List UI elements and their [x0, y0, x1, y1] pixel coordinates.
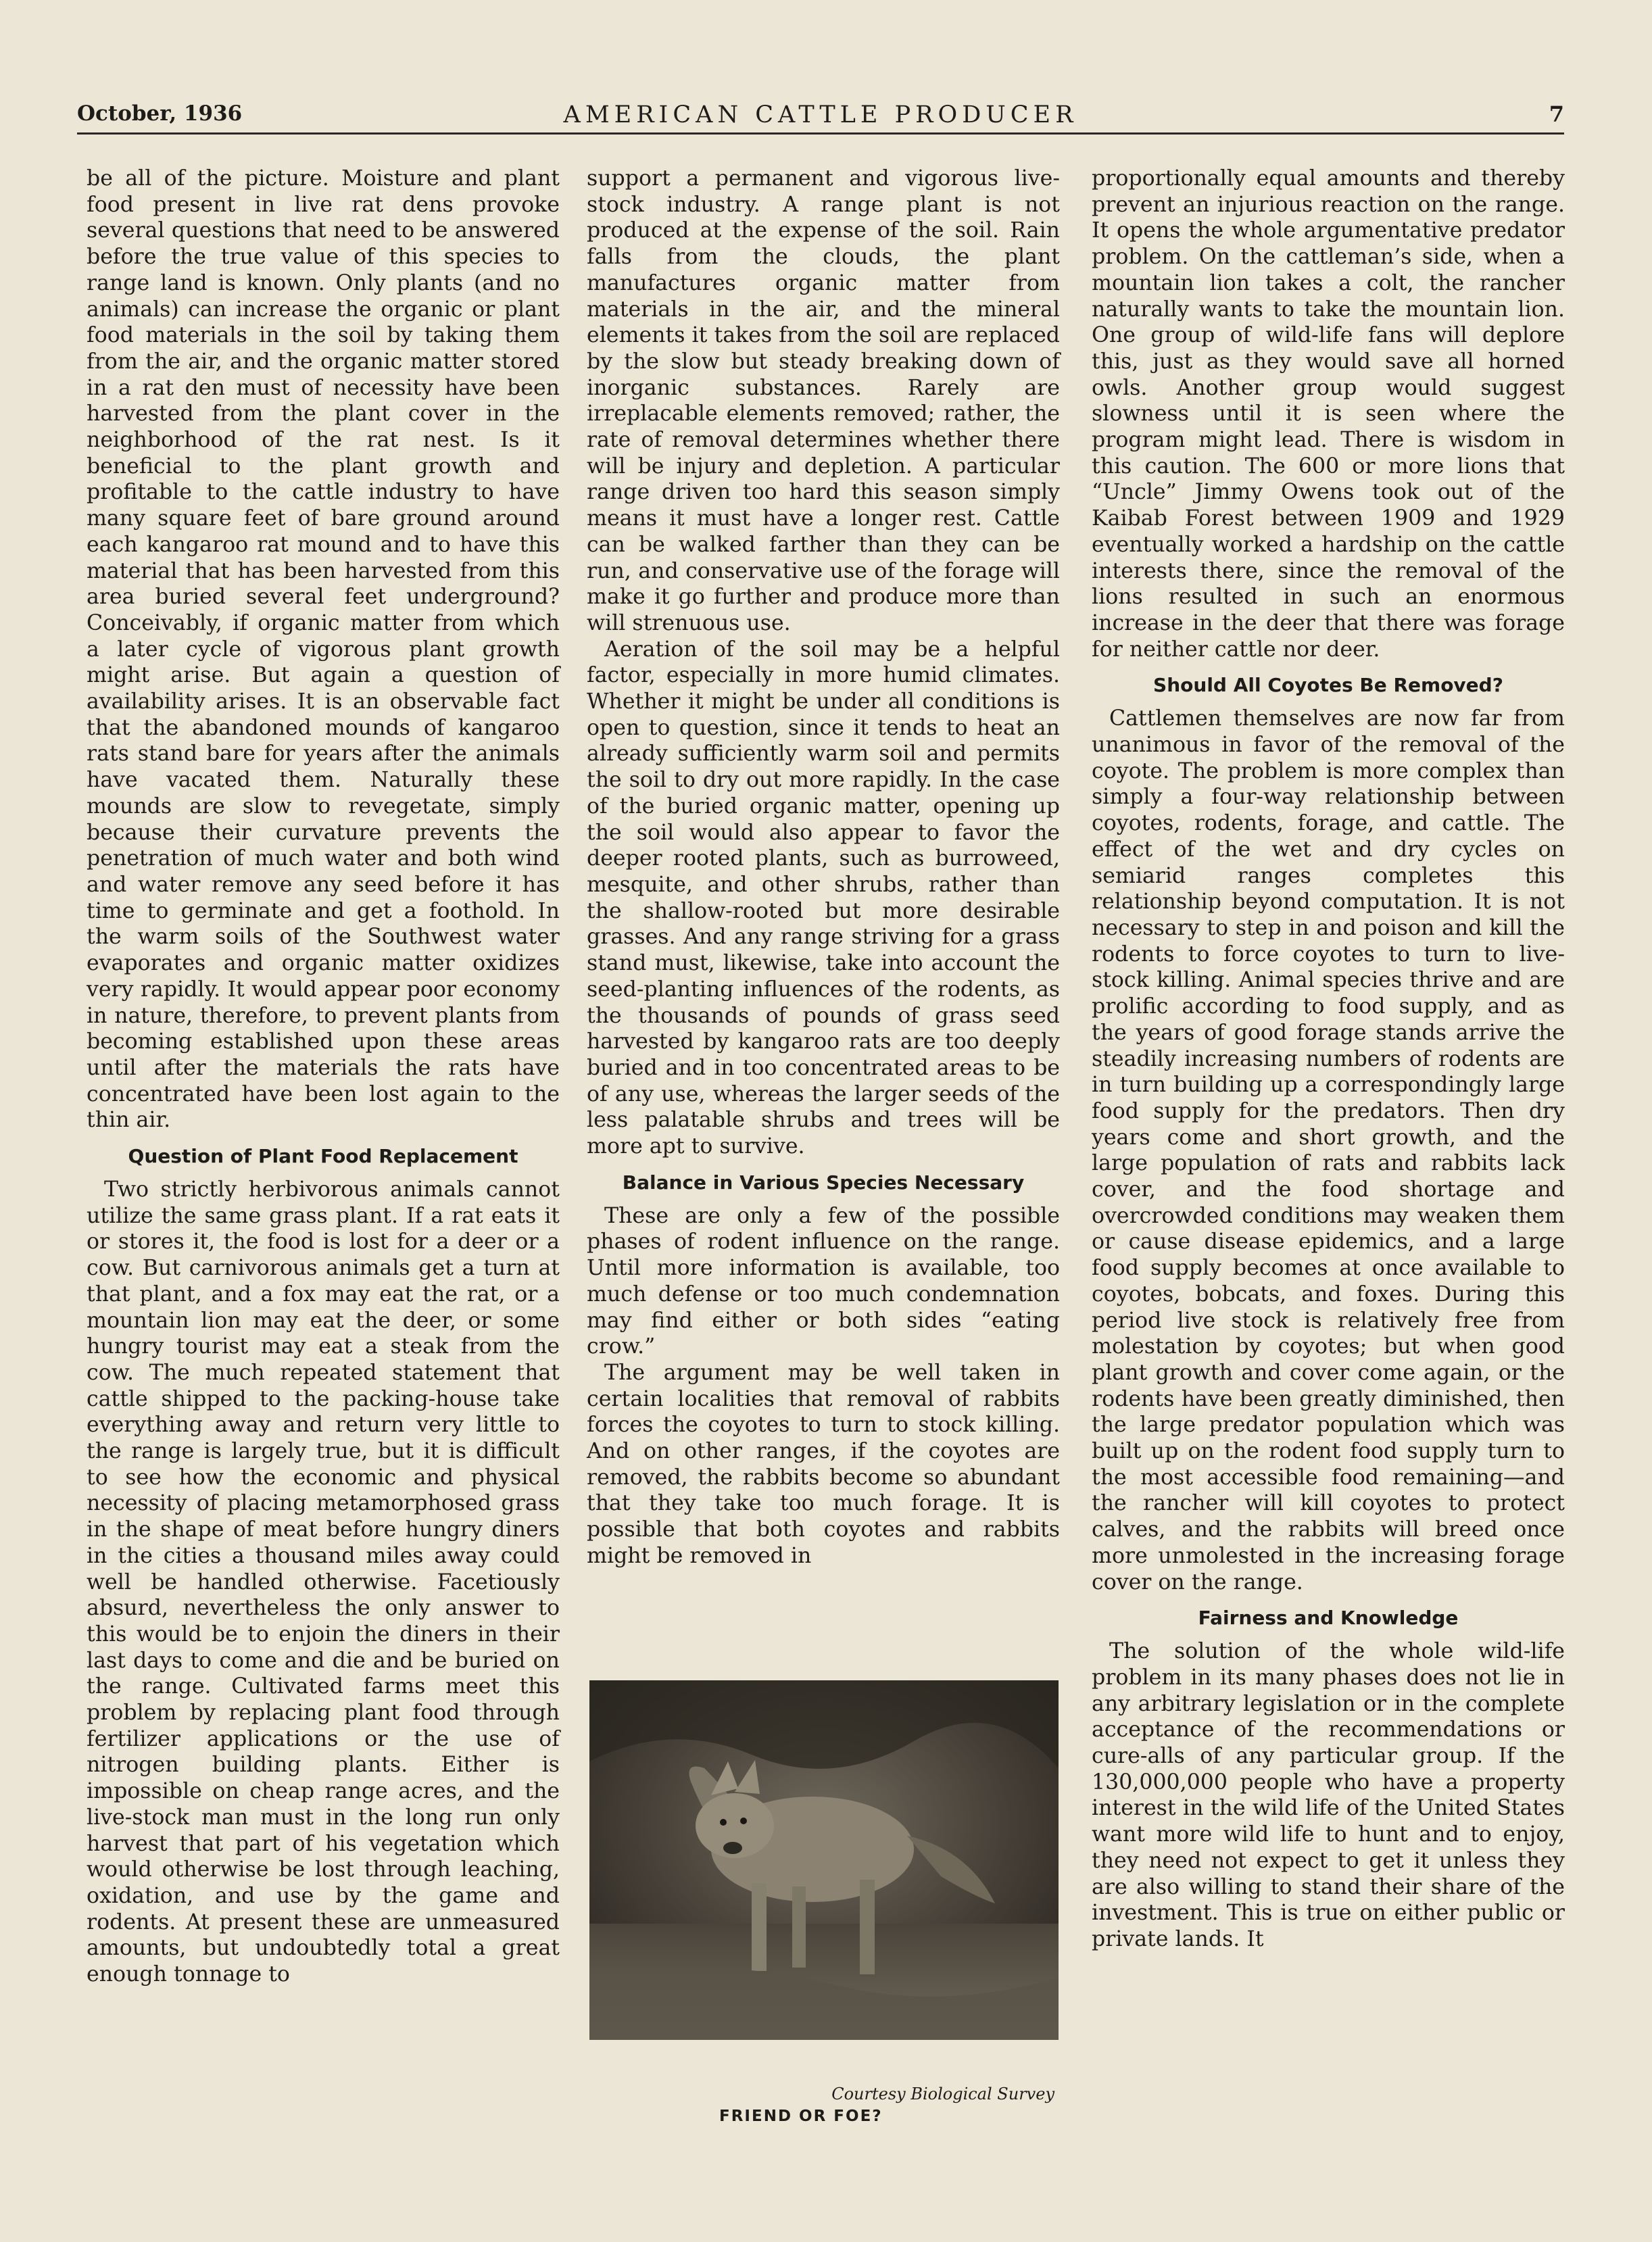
paragraph: Two strictly herbivorous animals cannot utilize the same grass plant. If a rat eats it or stores it, the food is lost for a deer or a cow. But carnivorous animals get a turn at that plant, and a fox may eat the rat, or a mountain lion may eat the deer, or some hungry tourist may eat a steak from the cow. The much repeated statement that cattle shipped to the packing-house take everything away and return very little to the range is largely true, but it is difficult to see how the economic and physical necessity of placing metamorphosed grass in the shape of meat before hungry diners in the cities a thousand miles away could well be handled otherwise. Facetiously absurd, nevertheless the only answer to this would be to enjoin the diners in their last days to come and die and be buried on the range. Cultivated farms meet this problem by replacing plant food through fertilizer applications or the use of nitrogen building plants. Either is impossible on cheap range acres, and the live-stock man must in the long run only harvest that part of his vegetation which would otherwise be lost through leaching, oxidation, and use by the game and rodents. At present these are unmeasured amounts, but undoubtedly total a great enough tonnage to: [87, 1177, 560, 1987]
photo-caption: FRIEND OR FOE?: [719, 2107, 883, 2125]
page-number: 7: [1549, 101, 1564, 127]
paragraph: proportionally equal amounts and thereby prevent an injurious reaction on the range. It opens the whole argumentative predator problem. On the cattleman’s side, when a mountain lion takes a colt, the rancher naturally wants to take the mountain lion. One group of wild-life fans will deplore this, just as they would save all horned owls. Another group would suggest slowness until it is seen where the program might lead. There is wisdom in this caution. The 600 or more lions that “Uncle” Jimmy Owens took out of the Kaibab Forest between 1909 and 1929 eventually worked a hardship on the cattle interests there, since the removal of the lions resulted in such an enormous increase in the deer that there was forage for neither cattle nor deer.: [1092, 166, 1565, 662]
paragraph: The solution of the whole wild-life problem in its many phases does not lie in any arbitrary legislation or in the complete acceptance of the recommendations or cure-alls of any particular group. If the 130,000,000 people who have a property interest in the wild life of the United States want more wild life to hunt and to enjoy, they need not expect to get it unless they are also willing to stand their share of the investment. This is true on either public or private lands. It: [1092, 1639, 1565, 1951]
article-column-2: [587, 166, 1060, 1569]
publication-title: AMERICAN CATTLE PRODUCER: [563, 101, 1078, 128]
issue-date: October, 1936: [77, 101, 243, 126]
article-column-1: [87, 166, 560, 1988]
paragraph: be all of the picture. Moisture and plant food present in live rat dens provoke several questions that need to be answered before the true value of this species to range land is known. Only plants (and no animals) can increase the organic or plant food materials in the soil by taking them from the air, and the organic matter stored in a rat den must of necessity have been harvested from the plant cover in the neighborhood of the rat nest. Is it beneficial to the plant growth and profitable to the cattle industry to have many square feet of bare ground around each kangaroo rat mound and to have this material that has been harvested from this area buried several feet underground? Conceivably, if organic matter from which a later cycle of vigorous plant growth might arise. But again a question of availability arises. It is an observable fact that the abandoned mounds of kangaroo rats stand bare for years after the animals have vacated them. Naturally these mounds are slow to revegetate, simply because their curvature prevents the penetration of much water and both wind and water remove any seed before it has time to germinate and get a foothold. In the warm soils of the Southwest water evaporates and organic matter oxidizes very rapidly. It would appear poor economy in nature, therefore, to prevent plants from becoming established upon these areas until after the materials the rats have concentrated have been lost again to the thin air.: [87, 166, 560, 1133]
section-heading: Balance in Various Species Necessary: [622, 1171, 1025, 1194]
paragraph: The argument may be well taken in certain localities that removal of rabbits forces the coyotes to turn to stock killing. And on other ranges, if the coyotes are removed, the rabbits become so abundant that they take too much forage. It is possible that both coyotes and rabbits might be removed in: [587, 1360, 1060, 1568]
paragraph: support a permanent and vigorous live-stock industry. A range plant is not produced at the expense of the soil. Rain falls from the clouds, the plant manufactures organic matter from materials in the air, and the mineral elements it takes from the soil are replaced by the slow but steady breaking down of inorganic substances. Rarely are irreplacable elements removed; rather, the rate of removal determines whether there will be injury and depletion. A particular range driven too hard this season simply means it must have a longer rest. Cattle can be walked farther than they can be run, and conservative use of the forage will make it go further and produce more than will strenuous use.: [587, 166, 1060, 635]
page-header: [77, 101, 1564, 135]
article-column-3: [1092, 166, 1565, 1953]
section-heading: Question of Plant Food Replacement: [128, 1145, 518, 1168]
paragraph: Cattlemen themselves are now far from unanimous in favor of the removal of the coyote. The problem is more complex than simply a four-way relationship between coyotes, rodents, forage, and cattle. The effect of the wet and dry cycles on semiarid ranges completes this relationship beyond computation. It is not necessary to step in and poison and kill the rodents to force coyotes to turn to live-stock killing. Animal species thrive and are prolific according to food supply, and as the years of good forage stands arrive the steadily increasing numbers of rodents are in turn building up a correspondingly large food supply for the predators. Then dry years come and short growth, and the large population of rats and rabbits lack cover, and the food shortage and overcrowded conditions may weaken them or cause disease epidemics, and a large food supply becomes at once available to coyotes, bobcats, and foxes. During this period live stock is relatively free from molestation by coyotes; but when good plant growth and cover come again, or the rodents have been greatly diminished, then the large predator population which was built up on the rodent food supply turn to the most accessible food remaining—and the rancher will kill coyotes to protect calves, and the rabbits will breed once more unmolested in the increasing forage cover on the range.: [1092, 706, 1565, 1594]
coyote-illustration: [589, 1680, 1059, 2040]
paragraph: Aeration of the soil may be a helpful factor, especially in more humid climates. Whether it might be under all conditions is open to question, since it tends to heat an already sufficiently warm soil and permits the soil to dry out more rapidly. In the case of the buried organic matter, opening up the soil would also appear to favor the deeper rooted plants, such as burroweed, mesquite, and other shrubs, rather than the shallow-rooted but more desirable grasses. And any range striving for a grass stand must, likewise, take into account the seed-planting influences of the rodents, as the thousands of pounds of grass seed harvested by kangaroo rats are too deeply buried and in too concentrated areas to be of any use, whereas the larger seeds of the less palatable shrubs and trees will be more apt to survive.: [587, 637, 1060, 1159]
photo-credit-text: Courtesy Biological Survey: [831, 2085, 1054, 2103]
coyote-photo: [589, 1680, 1059, 2040]
section-heading: Should All Coyotes Be Removed?: [1153, 674, 1503, 697]
section-heading: Fairness and Knowledge: [1198, 1607, 1459, 1630]
paragraph: These are only a few of the possible phases of rodent influence on the range. Until more information is available, too much defense or too much condemnation may find either or both sides “eating crow.”: [587, 1203, 1060, 1359]
